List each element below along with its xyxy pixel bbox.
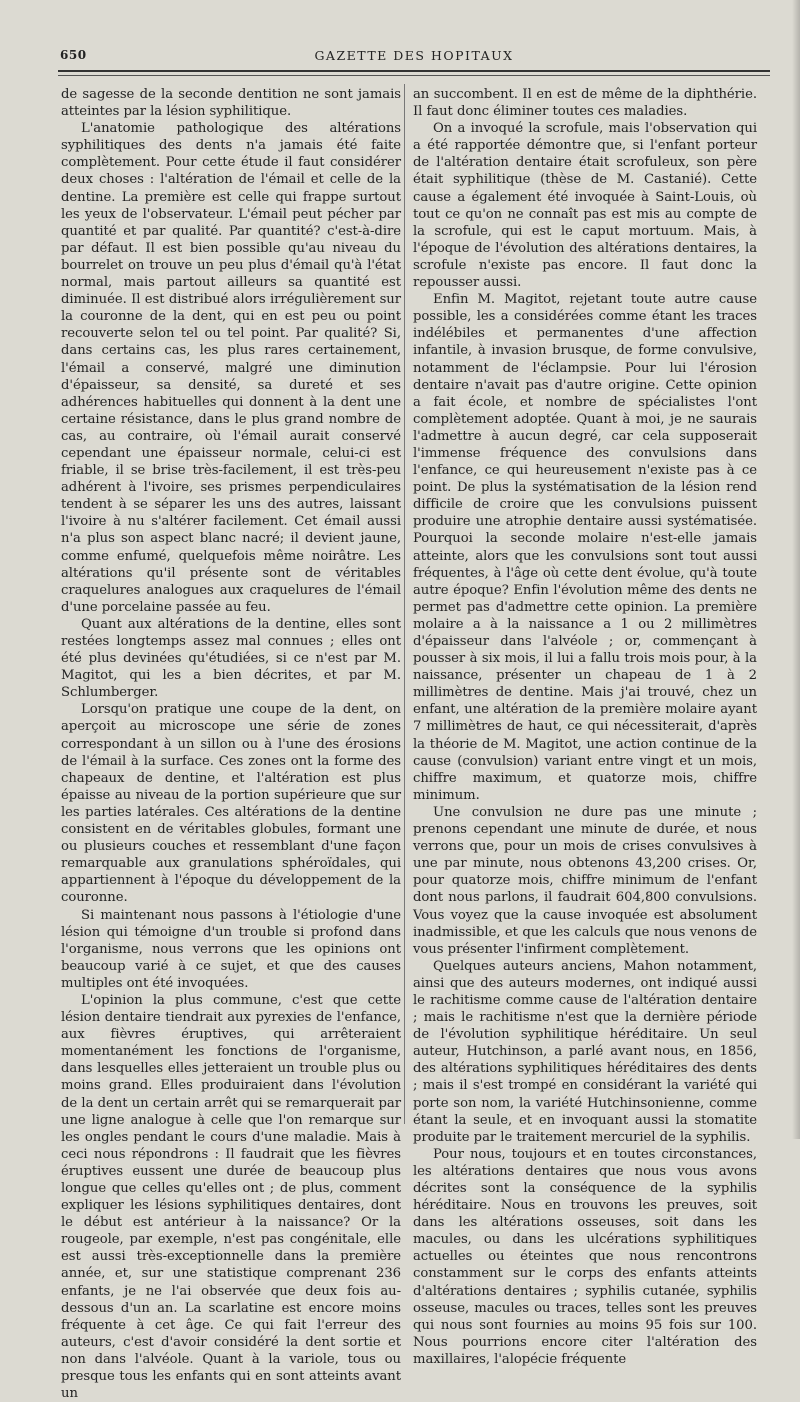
journal-title: GAZETTE DES HOPITAUX bbox=[314, 48, 514, 63]
page-edge-shadow bbox=[792, 0, 800, 1139]
column-divider bbox=[404, 84, 405, 1124]
paragraph: Si maintenant nous passons à l'étiologie d'une lésion qui témoigne d'un trouble si profond dans l'organisme, nous verrons que les opinions ont beaucoup varié à ce sujet, et que des causes multiples ont été invoquées. bbox=[61, 907, 401, 991]
right-column bbox=[413, 86, 757, 1368]
paragraph: L'opinion la plus commune, c'est que cette lésion dentaire tiendrait aux pyrexies de l'enfance, aux fièvres éruptives, qui arrêteraient momentanément les fonctions de l'organisme, dans lesquelles elles jetteraient un trouble plus ou moins grand. Elles produiraient dans l'évolution de la dent un certain arrêt qui se remarquerait par une ligne analogue à celle que l'on remarque sur les ongles pendant le cours d'une maladie. Mais à ceci nous répondrons : Il faudrait que les fièvres éruptives eussent une durée de beaucoup plus longue que celles qu'elles ont ; de plus, comment expliquer les lésions syphilitiques dentaires, dont le début est antérieur à la naissance? Or la rougeole, par exemple, n'est pas congénitale, elle est aussi très-exceptionnelle dans la première année, et, sur une statistique comprenant 236 enfants, je ne l'ai observée que deux fois au-dessous d'un an. La scarlatine est encore moins fréquente à cet âge. Ce qui fait l'erreur des auteurs, c'est d'avoir considéré la dent sortie et non dans l'alvéole. Quant à la variole, tous ou presque tous les enfants qui en sont atteints avant un bbox=[61, 992, 401, 1402]
left-column bbox=[61, 86, 401, 1402]
paragraph: Quant aux altérations de la dentine, elles sont restées longtemps assez mal connues ; elles ont été plus devinées qu'étudiées, si ce n'est par M. Magitot, qui les a bien décrites, et par M. Schlumberger. bbox=[61, 616, 401, 701]
header-rule-thin bbox=[58, 75, 770, 76]
page-number: 650 bbox=[60, 48, 87, 62]
paragraph: L'anatomie pathologique des altérations syphilitiques des dents n'a jamais été faite complètement. Pour cette étude il faut considérer deux choses : l'altération de l'émail et celle de la dentine. La première est celle qui frappe surtout les yeux de l'observateur. L'émail peut pécher par quantité et par qualité. Par quantité? c'est-à-dire par défaut. Il est bien possible qu'au niveau du bourrelet on trouve un peu plus d'émail qu'à l'état normal, mais partout ailleurs sa quantité est diminuée. Il est distribué alors irrégulièrement sur la couronne de la dent, qui en est peu ou point recouverte selon tel ou tel point. Par qualité? Si, dans certains cas, les plus rares certainement, l'émail a conservé, malgré une diminution d'épaisseur, sa densité, sa dureté et ses adhérences habituelles qui donnent à la dent une certaine résistance, dans le plus grand nombre de cas, au contraire, où l'émail aurait conservé cependant une épaisseur normale, celui-ci est friable, il se brise très-facilement, il est très-peu adhérent à l'ivoire, ses prismes perpendiculaires tendent à se séparer les uns des autres, laissant l'ivoire à nu s'altérer facilement. Cet émail aussi n'a plus son aspect blanc nacré; il devient jaune, comme enfumé, quelquefois même noirâtre. Les altérations qu'il présente sont de véritables craquelures analogues aux craquelures de l'émail d'une porcelaine passée au feu. bbox=[61, 121, 401, 615]
paragraph: Quelques auteurs anciens, Mahon notamment, ainsi que des auteurs modernes, ont indiqué aussi le rachitisme comme cause de l'altération dentaire ; mais le rachitisme n'est que la dernière période de l'évolution syphilitique héréditaire. Un seul auteur, Hutchinson, a parlé avant nous, en 1856, des altérations syphilitiques héréditaires des dents ; mais il s'est trompé en considérant la variété qui porte son nom, la variété Hutchinsonienne, comme étant la seule, et en invoquant aussi la stomatite produite par le traitement mercuriel de la syphilis. bbox=[413, 958, 757, 1145]
header-rule-thick bbox=[58, 70, 770, 72]
paragraph: Une convulsion ne dure pas une minute ; prenons cependant une minute de durée, et nous verrons que, pour un mois de crises convulsives à une par minute, nous obtenons 43,200 crises. Or, pour quatorze mois, chiffre minimum de l'enfant dont nous parlons, il faudrait 604,800 convulsions. Vous voyez que la cause invoquée est absolument inadmissible, et que les calculs que nous venons de vous présenter l'infirment complètement. bbox=[413, 804, 757, 957]
paragraph: Lorsqu'on pratique une coupe de la dent, on aperçoit au microscope une série de zones correspondant à un sillon ou à l'une des érosions de l'émail à la surface. Ces zones ont la forme des chapeaux de dentine, et l'altération est plus épaisse au niveau de la portion supérieure que sur les parties latérales. Ces altérations de la dentine consistent en de véritables globules, formant une ou plusieurs couches et ressemblant d'une façon remarquable aux granulations sphéroïdales, qui appartiennent à l'époque du développement de la couronne. bbox=[61, 702, 401, 906]
paragraph: On a invoqué la scrofule, mais l'observation qui a été rapportée démontre que, si l'enfant porteur de l'altération dentaire était scrofuleux, son père était syphilitique (thèse de M. Castanié). Cette cause a également été invoquée à Saint-Louis, où tout ce qu'on ne connaît pas est mis au compte de la scrofule, qui est le caput mortuum. Mais, à l'époque de l'évolution des altérations dentaires, la scrofule n'existe pas encore. Il faut donc la repousser aussi. bbox=[413, 121, 757, 291]
paragraph: Pour nous, toujours et en toutes circonstances, les altérations dentaires que nous vous avons décrites sont la conséquence de la syphilis héréditaire. Nous en trouvons les preuves, soit dans les altérations osseuses, soit dans les macules, ou dans les ulcérations syphilitiques actuelles ou éteintes que nous rencontrons constamment sur le corps des enfants atteints d'altérations dentaires ; syphilis cutanée, syphilis osseuse, macules ou traces, telles sont les preuves qui nous sont fournies au moins 95 fois sur 100. Nous pourrions encore citer l'altération des maxillaires, l'alopécie fréquente bbox=[413, 1146, 757, 1367]
paragraph: Enfin M. Magitot, rejetant toute autre cause possible, les a considérées comme étant les traces indélébiles et permanentes d'une affection infantile, à invasion brusque, de forme convulsive, notamment de l'éclampsie. Pour lui l'érosion dentaire n'avait pas d'autre origine. Cette opinion a fait école, et nombre de spécialistes l'ont complètement adoptée. Quant à moi, je ne saurais l'admettre à aucun degré, car cela supposerait l'immense fréquence des convulsions dans l'enfance, ce qui heureusement n'existe pas à ce point. De plus la systématisation de la lésion rend difficile de croire que les convulsions puissent produire une atrophie dentaire aussi systématisée. Pourquoi la seconde molaire n'est-elle jamais atteinte, alors que les convulsions sont tout aussi fréquentes, à l'âge où cette dent évolue, qu'à toute autre époque? Enfin l'évolution même des dents ne permet pas d'admettre cette opinion. La première molaire a à la naissance a 1 ou 2 millimètres d'épaisseur dans l'alvéole ; or, commençant à pousser à six mois, il lui a fallu trois mois pour, à la naissance, présenter un chapeau de 1 à 2 millimètres de dentine. Mais j'ai trouvé, chez un enfant, une altération de la première molaire ayant 7 millimètres de haut, ce qui nécessiterait, d'après la théorie de M. Magitot, une action continue de la cause (convulsion) variant entre vingt et un mois, chiffre maximum, et quatorze mois, chiffre minimum. bbox=[413, 292, 757, 803]
paragraph: de sagesse de la seconde dentition ne sont jamais atteintes par la lésion syphilitique. bbox=[61, 87, 401, 120]
page-header bbox=[60, 48, 768, 66]
paragraph: an succombent. Il en est de même de la diphthérie. Il faut donc éliminer toutes ces maladies. bbox=[413, 87, 757, 120]
